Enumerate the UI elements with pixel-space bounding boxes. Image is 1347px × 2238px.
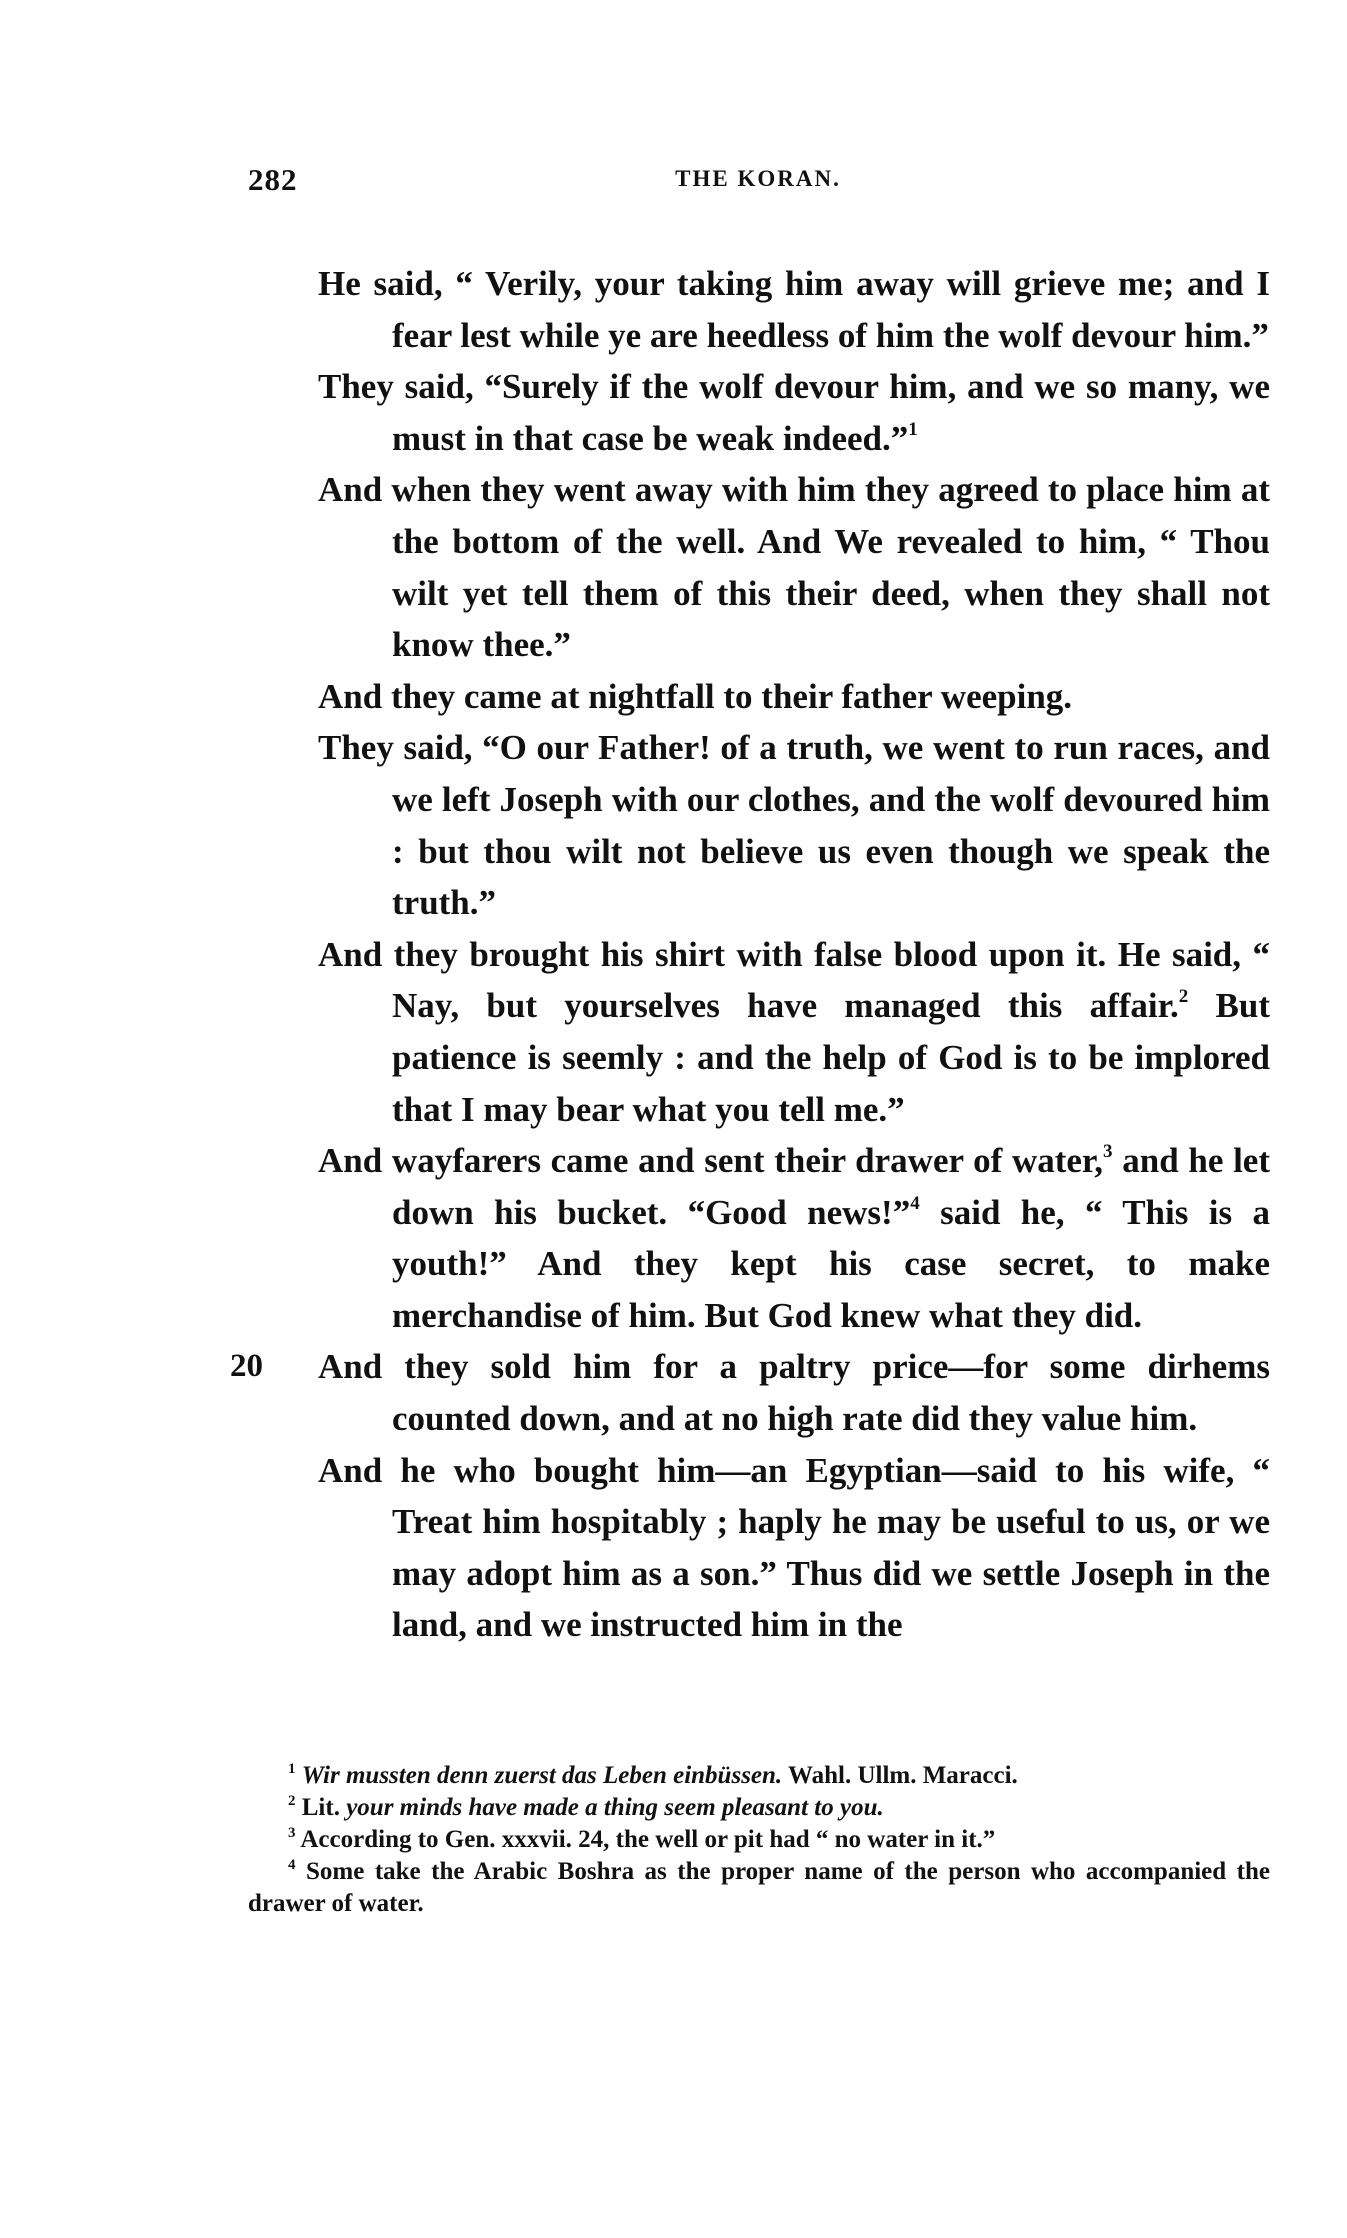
verse-paragraph: He said, “ Verily, your taking him away will grieve me; and I fear lest while ye are heedless of him the wolf devour him.” xyxy=(318,264,1270,355)
footnote-ref: 1 xyxy=(908,418,918,440)
verse-paragraph: And wayfarers came and sent their drawer of water,$^3$ and he let down his bucket. “Good news!”$^4$ said he, “ This is a youth!” And they kept his case secret, to make merchandise of him. But God knew what they did. xyxy=(318,1141,1270,1335)
running-head: THE KORAN. xyxy=(675,166,841,191)
main-text xyxy=(230,258,1270,1651)
verse-paragraph: And they brought his shirt with false blood upon it. He said, “ Nay, but yourselves have managed this affair.$^2$ But patience is seemly : and the help of God is to be implored that I may bear what you tell me.” xyxy=(318,934,1270,1129)
verse-number: 20 xyxy=(230,1348,263,1385)
footnote-number: 2 xyxy=(288,1793,296,1809)
footnote: $^3$ According to Gen. xxxvii. 24, the well or pit had “ no water in it.” xyxy=(288,1825,996,1853)
footnote: $^4$ Some take the Arabic Boshra as the proper name of the person who accompanied the drawer of water. xyxy=(248,1857,1270,1917)
footnote-ref: 3 xyxy=(1103,1141,1113,1163)
verse-paragraph: And when they went away with him they agreed to place him at the bottom of the well. And We revealed to him, “ Thou wilt yet tell them of this their deed, when they shall not know thee.” xyxy=(318,470,1270,665)
footnote: $^1$ Wir mussten denn zuerst das Leben einbüssen. Wahl. Ullm. Maracci. xyxy=(288,1761,1018,1789)
verse-paragraph: And they came at nightfall to their father weeping. xyxy=(318,676,1073,716)
page-header xyxy=(248,162,1268,212)
verse-paragraph: And he who bought him—an Egyptian—said to his wife, “ Treat him hospitably ; haply he may be useful to us, or we may adopt him as a son.” Thus did we settle Joseph in the land, and we instructed him in the xyxy=(318,1450,1270,1645)
page-number: 282 xyxy=(248,162,298,197)
verse-paragraph: They said, “Surely if the wolf devour him, and we so many, we must in that case be weak indeed.”$^1$ xyxy=(318,367,1270,458)
footnote: $^2$ Lit. your minds have made a thing seem pleasant to you. xyxy=(288,1793,884,1821)
footnote-ref: 2 xyxy=(1178,986,1189,1008)
footnote-number: 1 xyxy=(288,1761,296,1777)
verse-paragraph: 20 And they sold him for a paltry price—for some dirhems counted down, and at no high rate did they value him. xyxy=(318,1341,1270,1444)
footnote-number: 3 xyxy=(288,1825,296,1841)
footnote-number: 4 xyxy=(288,1857,296,1873)
footnote-ref: 4 xyxy=(910,1192,920,1214)
verse-paragraph: They said, “O our Father! of a truth, we went to run races, and we left Joseph with our clothes, and the wolf devoured him : but thou wilt not believe us even though we speak the truth.” xyxy=(318,728,1270,923)
footnotes xyxy=(248,1760,1270,1920)
